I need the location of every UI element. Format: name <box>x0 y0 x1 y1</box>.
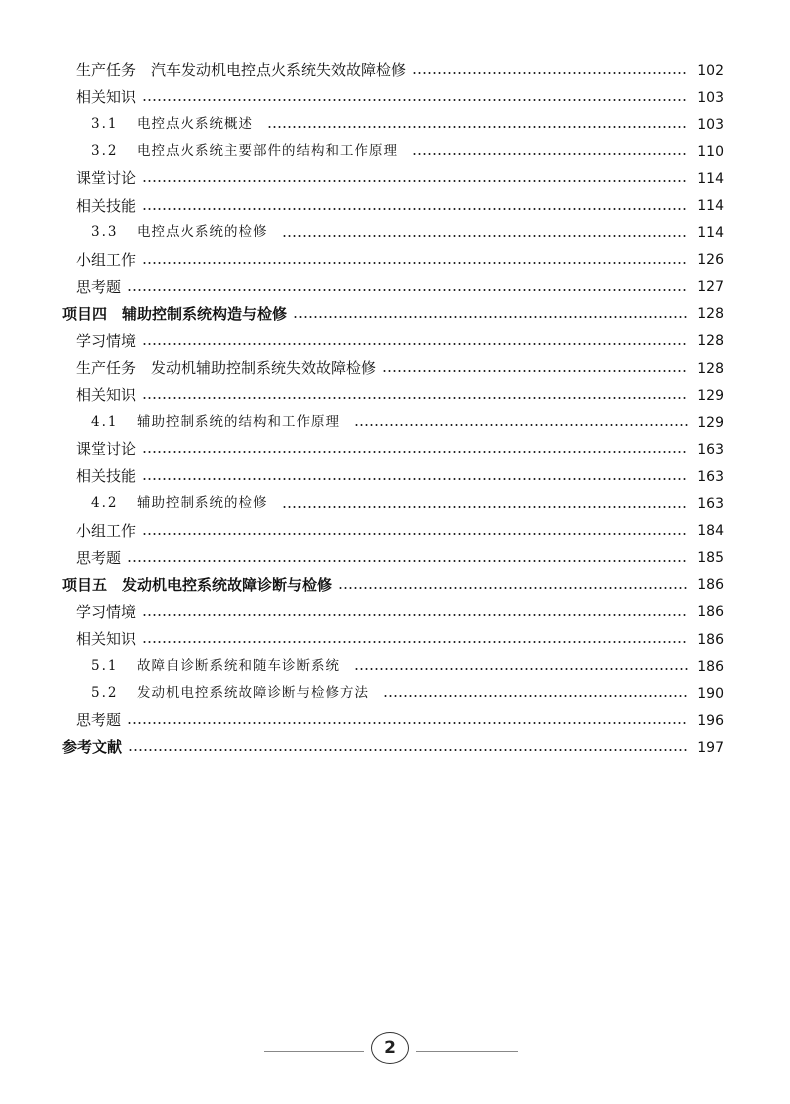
table-of-contents <box>0 57 790 761</box>
toc-entry-page: 163 <box>697 441 724 458</box>
toc-entry-page: 186 <box>697 631 724 648</box>
toc-entry-label: 相关知识 <box>76 88 137 107</box>
toc-entry[interactable] <box>0 572 790 599</box>
toc-entry-title <box>0 521 142 540</box>
dot-leader <box>282 235 689 237</box>
page-footer <box>264 1030 518 1060</box>
toc-entry-label: 小组工作 <box>76 521 137 540</box>
dot-leader <box>127 722 688 724</box>
toc-entry[interactable] <box>0 111 790 138</box>
toc-entry-page: 129 <box>697 387 724 404</box>
dot-leader <box>412 72 688 74</box>
toc-entry-label: 项目四 辅助控制系统构造与检修 <box>62 304 288 323</box>
toc-entry-title <box>0 442 142 457</box>
toc-entry-page: 196 <box>697 712 724 729</box>
toc-entry-label: 项目五 发动机电控系统故障诊断与检修 <box>62 575 333 594</box>
dot-leader <box>293 316 688 318</box>
toc-entry-title <box>0 171 142 186</box>
toc-entry-page: 197 <box>697 739 724 756</box>
toc-entry-label: 相关技能 <box>76 196 137 215</box>
toc-entry[interactable] <box>0 382 790 409</box>
toc-entry-number: 3.2 <box>91 143 119 160</box>
toc-entry-page: 185 <box>697 550 724 567</box>
toc-entry-title <box>0 90 142 105</box>
dot-leader <box>338 587 688 589</box>
toc-entry-title <box>0 304 293 323</box>
toc-entry-page: 184 <box>697 523 724 540</box>
dot-leader <box>282 506 689 508</box>
toc-entry-number: 3.1 <box>91 115 119 132</box>
dot-leader <box>142 99 688 101</box>
toc-entry-label: 生产任务 发动机辅助控制系统失效故障检修 <box>76 359 377 378</box>
toc-entry-title <box>0 361 382 376</box>
toc-entry[interactable] <box>0 355 790 382</box>
footer-rule-left <box>264 1051 364 1052</box>
toc-entry-label: 电控点火系统主要部件的结构和工作原理 <box>137 143 398 160</box>
toc-entry-page: 186 <box>697 604 724 621</box>
toc-entry-label: 思考题 <box>76 711 122 730</box>
toc-entry-page: 127 <box>697 279 724 296</box>
toc-entry-page: 128 <box>697 360 724 377</box>
toc-entry-title <box>0 416 346 430</box>
toc-entry[interactable] <box>0 491 790 518</box>
toc-entry[interactable] <box>0 57 790 84</box>
toc-entry-page: 186 <box>697 658 724 675</box>
toc-entry-page: 129 <box>697 414 724 431</box>
dot-leader <box>127 289 688 291</box>
toc-entry-page: 126 <box>697 252 724 269</box>
dot-leader <box>128 749 688 751</box>
dot-leader <box>267 126 688 128</box>
dot-leader <box>127 560 688 562</box>
toc-entry[interactable] <box>0 463 790 490</box>
dot-leader <box>142 343 688 345</box>
toc-entry[interactable] <box>0 301 790 328</box>
toc-entry-title <box>0 388 142 403</box>
dot-leader <box>412 153 688 155</box>
dot-leader <box>142 614 688 616</box>
toc-entry[interactable] <box>0 409 790 436</box>
toc-entry[interactable] <box>0 545 790 572</box>
toc-entry-page: 128 <box>697 333 724 350</box>
toc-entry-page: 103 <box>697 116 724 133</box>
toc-entry-title <box>0 548 127 567</box>
toc-entry-label: 思考题 <box>76 277 122 296</box>
toc-entry[interactable] <box>0 220 790 247</box>
dot-leader <box>142 641 688 643</box>
dot-leader <box>382 370 688 372</box>
dot-leader <box>142 208 688 210</box>
dot-leader <box>142 451 688 453</box>
toc-entry-title <box>0 331 142 350</box>
toc-entry-label: 电控点火系统的检修 <box>137 224 268 241</box>
toc-entry[interactable] <box>0 680 790 707</box>
toc-entry-label: 故障自诊断系统和随车诊断系统 <box>137 657 340 674</box>
toc-entry-label: 辅助控制系统的检修 <box>137 495 268 512</box>
toc-entry-number: 4.2 <box>91 495 119 512</box>
toc-entry[interactable] <box>0 192 790 219</box>
toc-entry-label: 辅助控制系统的结构和工作原理 <box>137 414 340 431</box>
toc-entry-page: 110 <box>697 143 724 160</box>
toc-entry[interactable] <box>0 707 790 734</box>
toc-entry[interactable] <box>0 626 790 653</box>
toc-entry-number: 5.2 <box>91 684 119 701</box>
toc-entry-title <box>0 226 274 240</box>
toc-entry-page: 114 <box>697 225 724 242</box>
dot-leader <box>354 424 688 426</box>
toc-entry-label: 相关知识 <box>76 386 137 405</box>
dot-leader <box>142 533 688 535</box>
toc-entry-title <box>0 575 338 594</box>
toc-entry-title <box>0 250 142 269</box>
toc-entry-title <box>0 740 128 755</box>
footer-rule-right <box>416 1051 518 1052</box>
toc-entry-page: 128 <box>697 306 724 323</box>
toc-entry-label: 相关技能 <box>76 467 137 486</box>
toc-entry-title <box>0 196 142 215</box>
toc-entry-page: 190 <box>697 685 724 702</box>
toc-entry-number: 4.1 <box>91 414 119 431</box>
toc-entry-label: 学习情境 <box>76 602 137 621</box>
toc-entry[interactable] <box>0 138 790 165</box>
toc-entry-label: 课堂讨论 <box>76 169 137 188</box>
toc-entry-label: 课堂讨论 <box>76 440 137 459</box>
toc-entry-title <box>0 657 346 674</box>
dot-leader <box>142 262 688 264</box>
toc-entry-page: 163 <box>697 496 724 513</box>
toc-entry-title <box>0 632 142 647</box>
toc-entry-title <box>0 497 274 511</box>
toc-entry[interactable] <box>0 165 790 192</box>
toc-entry-label: 小组工作 <box>76 250 137 269</box>
page-number: 2 <box>371 1032 409 1064</box>
toc-entry-title <box>0 684 375 701</box>
toc-entry-title <box>0 115 259 132</box>
toc-entry-label: 电控点火系统概述 <box>137 115 253 132</box>
toc-entry-page: 114 <box>697 170 724 187</box>
dot-leader <box>354 668 688 670</box>
toc-entry-title <box>0 63 412 78</box>
toc-entry-label: 相关知识 <box>76 630 137 649</box>
toc-entry[interactable] <box>0 653 790 680</box>
dot-leader <box>142 478 688 480</box>
toc-entry[interactable] <box>0 518 790 545</box>
toc-entry[interactable] <box>0 599 790 626</box>
toc-entry[interactable] <box>0 247 790 274</box>
dot-leader <box>142 180 688 182</box>
toc-entry-label: 生产任务 汽车发动机电控点火系统失效故障检修 <box>76 61 407 80</box>
toc-entry[interactable] <box>0 734 790 761</box>
toc-entry-number: 3.3 <box>91 224 119 241</box>
toc-entry-title <box>0 145 404 159</box>
dot-leader <box>383 695 688 697</box>
toc-entry-title <box>0 277 127 296</box>
toc-entry-title <box>0 713 127 728</box>
toc-entry-page: 102 <box>697 62 724 79</box>
toc-entry-page: 103 <box>697 89 724 106</box>
toc-entry[interactable] <box>0 274 790 301</box>
toc-entry-title <box>0 602 142 621</box>
toc-entry-label: 发动机电控系统故障诊断与检修方法 <box>137 684 369 701</box>
toc-entry-page: 114 <box>697 198 724 215</box>
toc-entry[interactable] <box>0 84 790 111</box>
toc-entry-title <box>0 469 142 484</box>
toc-entry-label: 参考文献 <box>62 738 123 757</box>
toc-entry-page: 163 <box>697 468 724 485</box>
toc-entry[interactable] <box>0 436 790 463</box>
toc-entry-page: 186 <box>697 577 724 594</box>
toc-entry[interactable] <box>0 328 790 355</box>
toc-entry-label: 思考题 <box>76 548 122 567</box>
dot-leader <box>142 397 688 399</box>
toc-entry-label: 学习情境 <box>76 331 137 350</box>
toc-entry-number: 5.1 <box>91 657 119 674</box>
